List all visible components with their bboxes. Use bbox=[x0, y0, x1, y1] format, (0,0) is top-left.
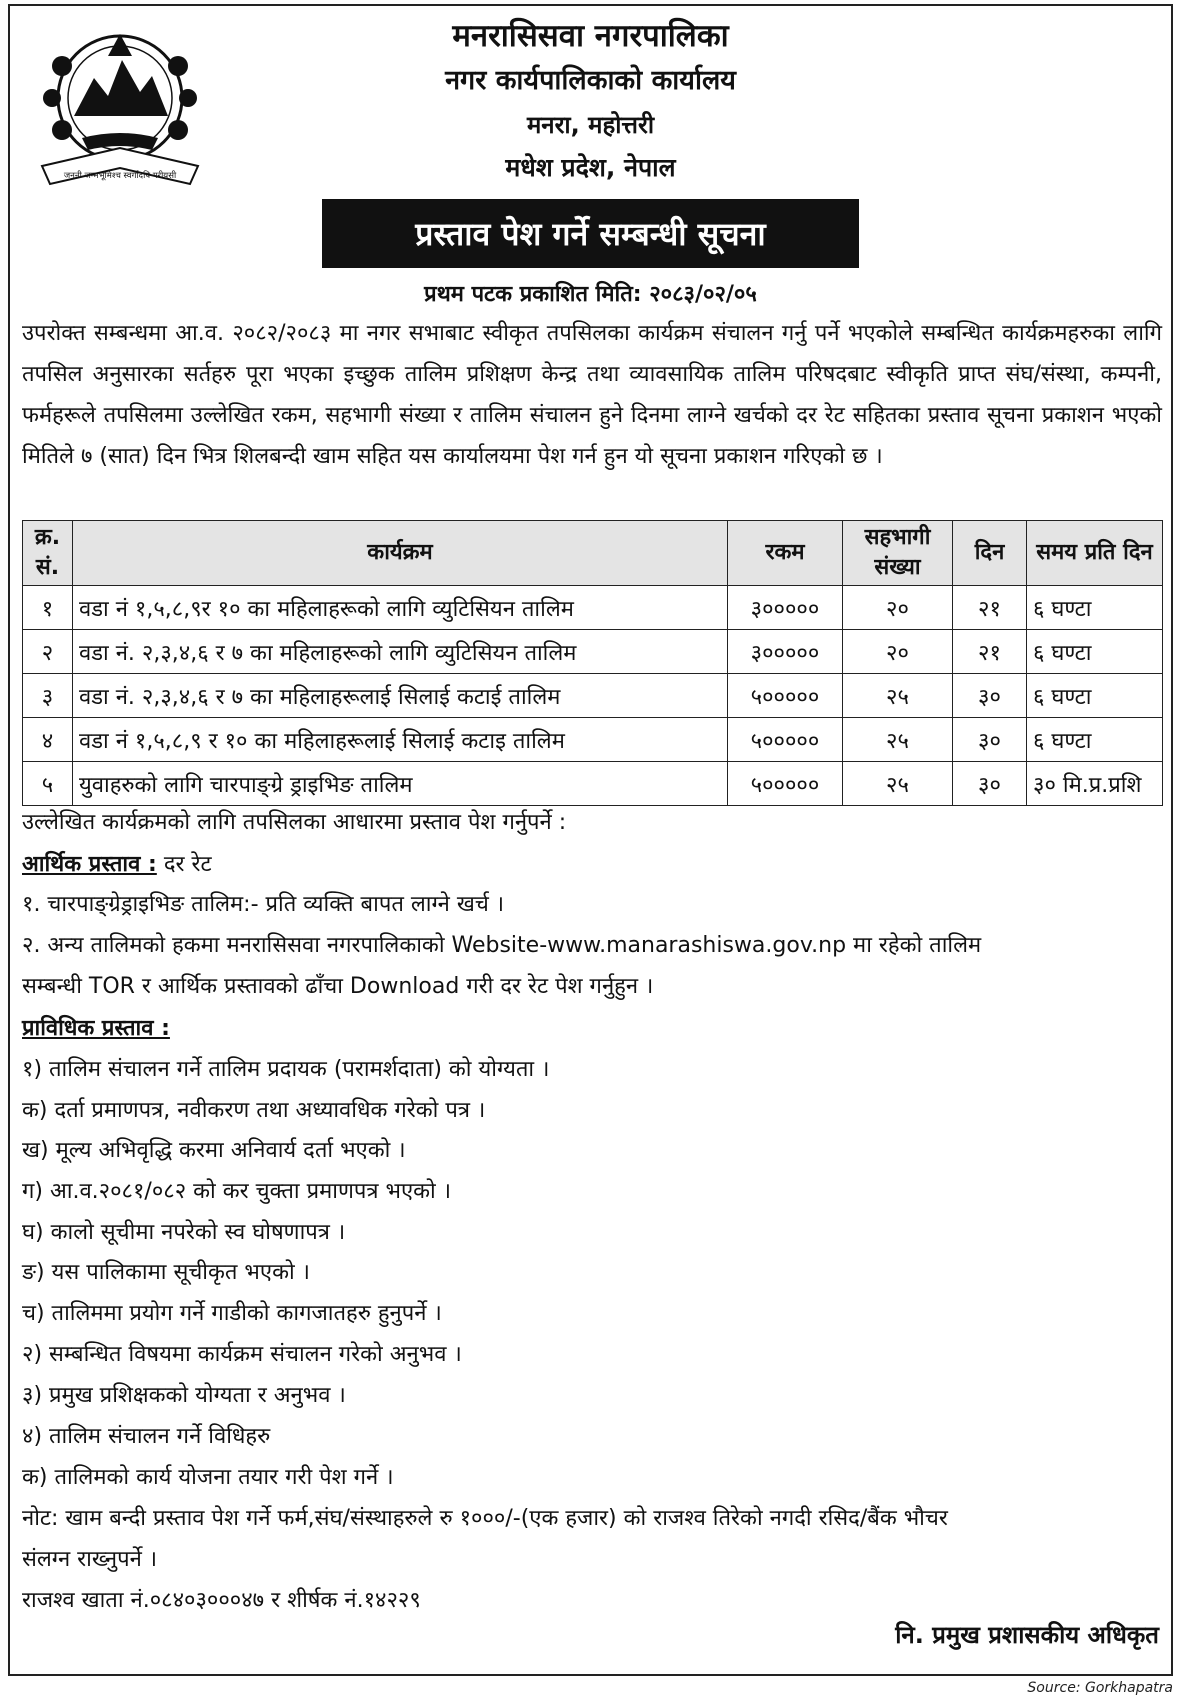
cell-program: युवाहरुको लागि चारपाङ्ग्रे ड्राइभिङ तालिम bbox=[73, 762, 728, 806]
signatory-title: नि. प्रमुख प्रशासकीय अधिकृत bbox=[895, 1621, 1159, 1649]
header-days: दिन bbox=[953, 521, 1027, 586]
header-time: समय प्रति दिन bbox=[1027, 521, 1163, 586]
cell-program: वडा नं १,५,८,९ र १० का महिलाहरूलाई सिलाई कटाइ तालिम bbox=[73, 718, 728, 762]
technical-heading: प्राविधिक प्रस्ताव : bbox=[22, 1016, 170, 1041]
cell-sn: २ bbox=[23, 630, 73, 674]
cell-amount: ३००००० bbox=[728, 586, 843, 630]
financial-heading-line bbox=[22, 848, 1162, 878]
financial-heading: आर्थिक प्रस्ताव : bbox=[22, 852, 157, 877]
header-amount: रकम bbox=[728, 521, 843, 586]
cell-days: २१ bbox=[953, 630, 1027, 674]
province-name: मधेश प्रदेश, नेपाल bbox=[505, 153, 676, 182]
header-sn: क्र. सं. bbox=[23, 521, 73, 586]
cell-days: २१ bbox=[953, 586, 1027, 630]
cell-days: ३० bbox=[953, 718, 1027, 762]
basis-line: उल्लेखित कार्यक्रमको लागि तपसिलका आधारमा प्रस्ताव पेश गर्नुपर्ने : bbox=[22, 810, 567, 835]
office-address: मनरा, महोत्तरी bbox=[526, 111, 655, 139]
tech-item: ४) तालिम संचालन गर्ने विधिहरु bbox=[22, 1424, 271, 1449]
tech-item: क) दर्ता प्रमाणपत्र, नवीकरण तथा अध्यावधिक गरेको पत्र । bbox=[22, 1098, 486, 1123]
table-row bbox=[23, 630, 1163, 674]
cell-sn: ५ bbox=[23, 762, 73, 806]
cell-days: ३० bbox=[953, 674, 1027, 718]
cell-sn: ४ bbox=[23, 718, 73, 762]
cell-program: वडा नं. २,३,४,६ र ७ का महिलाहरूको लागि व्युटिसियन तालिम bbox=[73, 630, 728, 674]
financial-item-2b: सम्बन्धी TOR र आर्थिक प्रस्तावको ढाँचा Download गरी दर रेट पेश गर्नुहुन । bbox=[22, 974, 654, 999]
published-date: प्रथम पटक प्रकाशित मिति: २०८३/०२/०५ bbox=[424, 282, 757, 307]
cell-amount: ३००००० bbox=[728, 630, 843, 674]
table-row bbox=[23, 762, 1163, 806]
table-row bbox=[23, 674, 1163, 718]
source-credit: Source: Gorkhapatra bbox=[1027, 1680, 1173, 1696]
cell-participants: २० bbox=[843, 630, 953, 674]
cell-participants: २० bbox=[843, 586, 953, 630]
tech-item: ख) मूल्य अभिवृद्धि करमा अनिवार्य दर्ता भएको । bbox=[22, 1138, 406, 1163]
tech-item: ङ) यस पालिकामा सूचीकृत भएको । bbox=[22, 1260, 310, 1285]
cell-amount: ५००००० bbox=[728, 718, 843, 762]
financial-rate: दर रेट bbox=[163, 852, 212, 877]
note-line-1: नोट: खाम बन्दी प्रस्ताव पेश गर्ने फर्म,संघ/संस्थाहरुले रु १०००/-(एक हजार) को राजश्व तिरेको नगदी रसिद/बैंक भौचर bbox=[22, 1506, 948, 1531]
cell-participants: २५ bbox=[843, 674, 953, 718]
cell-days: ३० bbox=[953, 762, 1027, 806]
cell-time: ६ घण्टा bbox=[1027, 630, 1163, 674]
cell-participants: २५ bbox=[843, 718, 953, 762]
tech-item: १) तालिम संचालन गर्ने तालिम प्रदायक (परामर्शदाता) को योग्यता । bbox=[22, 1057, 550, 1082]
header-program: कार्यक्रम bbox=[73, 521, 728, 586]
cell-program: वडा नं १,५,८,९र १० का महिलाहरूको लागि व्युटिसियन तालिम bbox=[73, 586, 728, 630]
note-line-2: संलग्न राख्नुपर्ने । bbox=[22, 1547, 158, 1572]
cell-program: वडा नं. २,३,४,६ र ७ का महिलाहरूलाई सिलाई कटाई तालिम bbox=[73, 674, 728, 718]
table-row bbox=[23, 718, 1163, 762]
tech-item: ग) आ.व.२०८१/०८२ को कर चुक्ता प्रमाणपत्र भएको । bbox=[22, 1179, 452, 1204]
table-header-row bbox=[23, 521, 1163, 586]
header-participants: सहभागी संख्या bbox=[843, 521, 953, 586]
intro-paragraph: उपरोक्त सम्बन्धमा आ.व. २०८२/२०८३ मा नगर सभाबाट स्वीकृत तपसिलका कार्यक्रम संचालन गर्नु पर्ने भएकोले सम्बन्धित कार्यक्रमहरुका लागि तपसिल अनुसारका सर्तहरु पूरा भएका इच्छुक तालिम प्रशिक्षण केन्द्र तथा व्यावसायिक तालिम परिषदबाट स्वीकृति प्राप्त संघ/संस्था, कम्पनी, फर्महरूले तपसिलमा उल्लेखित रकम, सहभागी संख्या र तालिम संचालन हुने दिनमा लाग्ने खर्चको दर रेट सहितका प्रस्ताव सूचना प्रकाशन भएको मितिले ७ (सात) दिन भित्र शिलबन्दी खाम सहित यस कार्यालयमा पेश गर्न हुन यो सूचना प्रकाशन गरिएको छ । bbox=[22, 321, 1162, 469]
cell-amount: ५००००० bbox=[728, 762, 843, 806]
program-table bbox=[22, 520, 1163, 806]
svg-text:जननी जन्मभूमिश्च स्वर्गादपि गर: जननी जन्मभूमिश्च स्वर्गादपि गरीयसी bbox=[63, 171, 177, 181]
cell-amount: ५००००० bbox=[728, 674, 843, 718]
table-row bbox=[23, 586, 1163, 630]
financial-item-1: १. चारपाङ्ग्रेड्राइभिङ तालिम:- प्रति व्यक्ति बापत लाग्ने खर्च । bbox=[22, 892, 505, 917]
cell-time: ६ घण्टा bbox=[1027, 674, 1163, 718]
cell-sn: १ bbox=[23, 586, 73, 630]
office-name: नगर कार्यपालिकाको कार्यालय bbox=[445, 65, 736, 96]
cell-time: ३० मि.प्र.प्रशि bbox=[1027, 762, 1163, 806]
cell-time: ६ घण्टा bbox=[1027, 586, 1163, 630]
financial-item-2a: २. अन्य तालिमको हकमा मनरासिसवा नगरपालिकाको Website-www.manarashiswa.gov.np मा रहेको तालिम bbox=[22, 933, 982, 958]
cell-time: ६ घण्टा bbox=[1027, 718, 1163, 762]
tech-item: ३) प्रमुख प्रशिक्षकको योग्यता र अनुभव । bbox=[22, 1383, 346, 1408]
cell-sn: ३ bbox=[23, 674, 73, 718]
municipality-name: मनरासिसवा नगरपालिका bbox=[452, 18, 729, 54]
tech-item: २) सम्बन्धित विषयमा कार्यक्रम संचालन गरेको अनुभव । bbox=[22, 1342, 462, 1367]
tech-item: क) तालिमको कार्य योजना तयार गरी पेश गर्ने । bbox=[22, 1465, 394, 1490]
notice-title: प्रस्ताव पेश गर्ने सम्बन्धी सूचना bbox=[322, 199, 859, 268]
revenue-account: राजश्व खाता नं.०८४०३०००४७ र शीर्षक नं.१४२२९ bbox=[22, 1588, 421, 1613]
cell-participants: २५ bbox=[843, 762, 953, 806]
tech-item: च) तालिममा प्रयोग गर्ने गाडीको कागजातहरु हुनुपर्ने । bbox=[22, 1301, 442, 1326]
tech-item: घ) कालो सूचीमा नपरेको स्व घोषणापत्र । bbox=[22, 1220, 346, 1245]
